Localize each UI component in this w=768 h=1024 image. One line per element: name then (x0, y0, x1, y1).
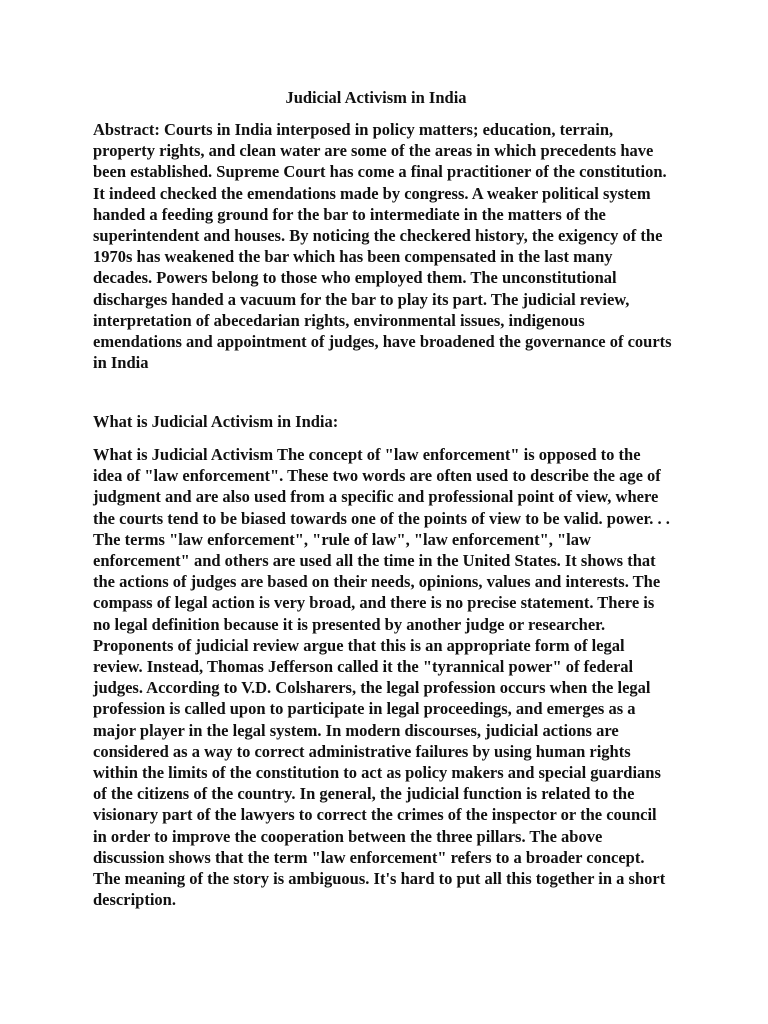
abstract-paragraph: Abstract: Courts in India interposed in policy matters; education, terrain, property rights, and clean water are some of the areas in which precedents have been established. Supreme Court has come a final practitioner of the constitution. It indeed checked the emendations made by congress. A weaker political system handed a feeding ground for the bar to intermediate in the matters of the superintendent and houses. By noticing the checkered history, the exigency of the 1970s has weakened the bar which has been compensated in the last many decades. Powers belong to those who employed them. The unconstitutional discharges handed a vacuum for the bar to play its part. The judicial review, interpretation of abecedarian rights, environmental issues, indigenous emendations and appointment of judges, have broadened the governance of courts in India (93, 120, 672, 373)
document-title: Judicial Activism in India (285, 88, 467, 107)
section-heading: What is Judicial Activism in India: (93, 412, 339, 431)
section-body-paragraph: What is Judicial Activism The concept of "law enforcement" is opposed to the idea of "law enforcement". These two words are often used to describe the age of judgment and are also used from a specific and professional point of view, where the courts tend to be biased towards one of the points of view to be valid. power. . . The terms "law enforcement", "rule of law", "law enforcement", "law enforcement" and others are used all the time in the United States. It shows that the actions of judges are based on their needs, opinions, values and interests. The compass of legal action is very broad, and there is no precise statement. There is no legal definition because it is presented by another judge or researcher. Proponents of judicial review argue that this is an appropriate form of legal review. Instead, Thomas Jefferson called it the "tyrannical power" of federal judges. According to V.D. Colsharers, the legal profession occurs when the legal profession is called upon to participate in legal proceedings, and emerges as a major player in the legal system. In modern discourses, judicial actions are considered as a way to correct administrative failures by using human rights within the limits of the constitution to act as policy makers and special guardians of the citizens of the country. In general, the judicial function is related to the visionary part of the lawyers to correct the crimes of the inspector or the council in order to improve the cooperation between the three pillars. The above discussion shows that the term "law enforcement" refers to a broader concept. The meaning of the story is ambiguous. It's hard to put all this together in a short description. (93, 445, 670, 910)
